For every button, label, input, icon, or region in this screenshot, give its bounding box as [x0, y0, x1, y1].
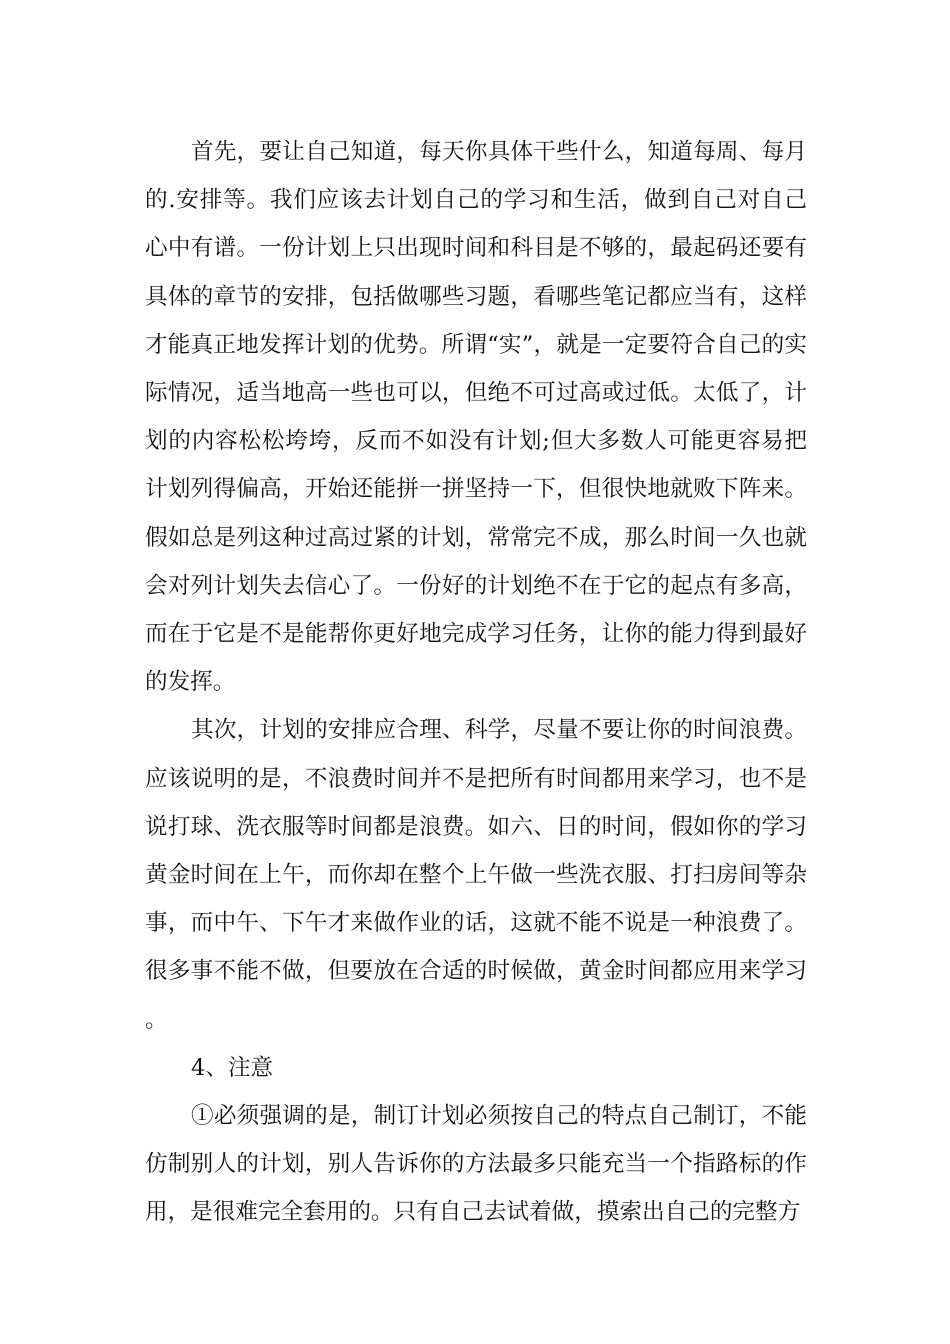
- document-page: [145, 128, 807, 1237]
- paragraph-note-1: ①必须强调的是，制订计划必须按自己的特点自己制订，不能仿制别人的计划，别人告诉你的方法最多只能充当一个指路标的作用，是很难完全套用的。只有自己去试着做，摸索出自己的完整方: [145, 1103, 807, 1226]
- section-heading: 4、注意: [191, 1054, 274, 1081]
- paragraph-plan-awareness: 首先，要让自己知道，每天你具体干些什么，知道每周、每月的.安排等。我们应该去计划自己的学习和生活，做到自己对自己心中有谱。一份计划上只出现时间和科目是不够的，最起码还要有具体的章节的安排，包括做哪些习题，看哪些笔记都应当有，这样才能真正地发挥计划的优势。所谓“实”，就是一定要符合自己的实际情况，适当地高一些也可以，但绝不可过高或过低。太低了，计划的内容松松垮垮，反而不如没有计划;但大多数人可能更容易把计划列得偏高，开始还能拼一拼坚持一下，但很快地就败下阵来。假如总是列这种过高过紧的计划，常常完不成，那么时间一久也就会对列计划失去信心了。一份好的计划绝不在于它的起点有多高，而在于它是不是能帮你更好地完成学习任务，让你的能力得到最好的发挥。: [145, 139, 807, 696]
- paragraph-plan-reasonable: 其次，计划的安排应合理、科学，尽量不要让你的时间浪费。应该说明的是，不浪费时间并不是把所有时间都用来学习，也不是说打球、洗衣服等时间都是浪费。如六、日的时间，假如你的学习黄金时间在上午，而你却在整个上午做一些洗衣服、打扫房间等杂事，而中午、下午才来做作业的话，这就不能不说是一种浪费了。很多事不能不做，但要放在合适的时候做，黄金时间都应用来学习。: [145, 717, 807, 1033]
